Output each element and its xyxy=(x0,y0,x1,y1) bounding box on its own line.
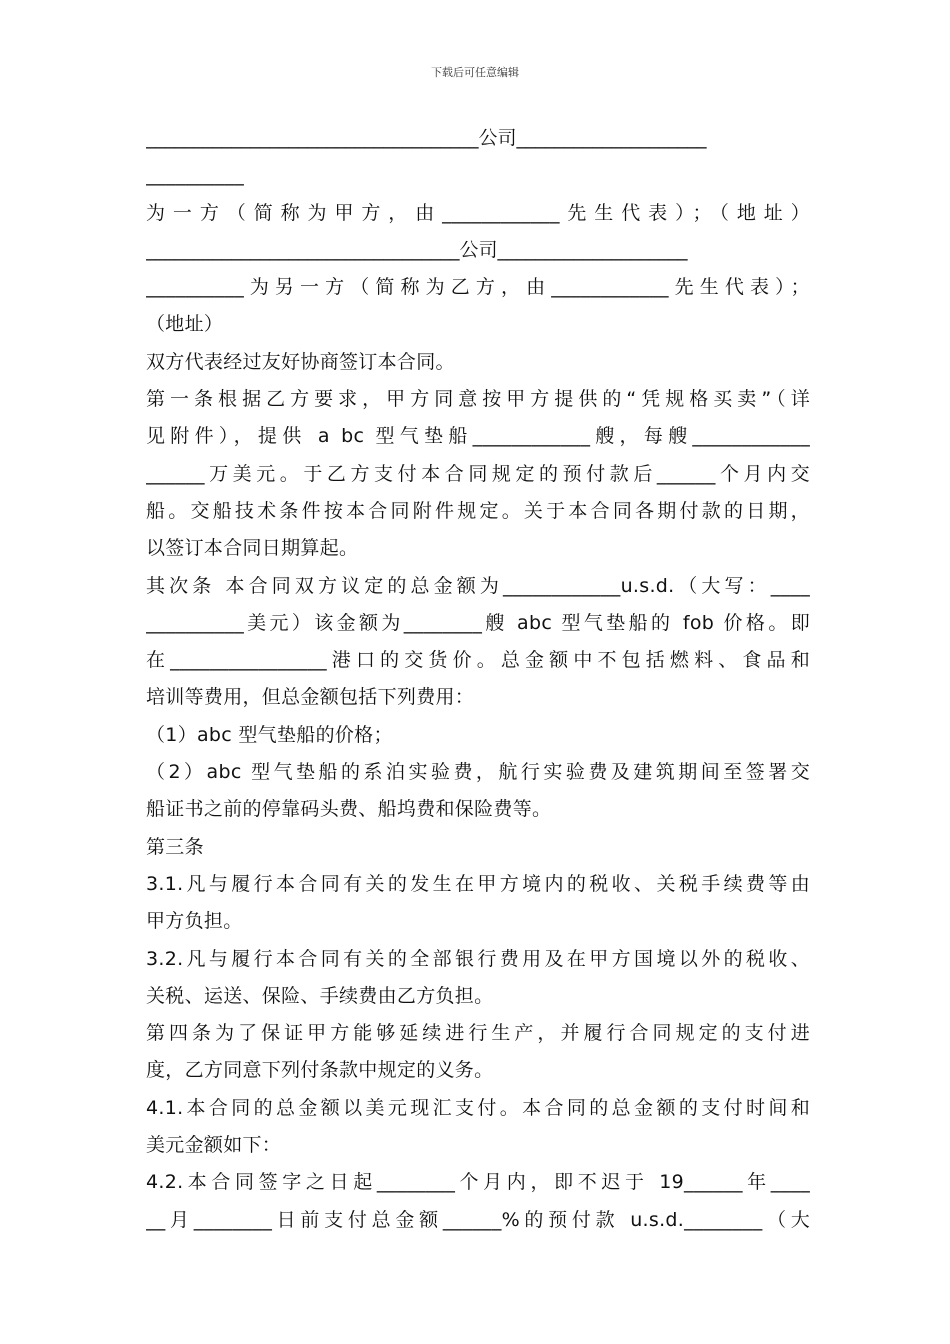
text-line: __月________日前支付总金额______%的预付款 u.s.d.________（大 xyxy=(146,1208,810,1231)
text-line: 见附件），提供 a bc 型气垫船____________艘，每艘____________ xyxy=(146,425,810,448)
text-line: 船证书之前的停靠码头费、船坞费和保险费等。 xyxy=(146,798,552,821)
text-line: （2）abc 型气垫船的系泊实验费，航行实验费及建筑期间至签署交 xyxy=(146,761,810,784)
text-line: 双方代表经过友好协商签订本合同。 xyxy=(146,350,455,373)
text-line: _________________________________公司____________________ xyxy=(146,238,688,261)
text-line: 在________________港口的交货价。总金额中不包括燃料、食品和 xyxy=(146,649,810,672)
page-header: 下载后可任意编辑 xyxy=(431,66,519,79)
text-line: 4.2.本合同签字之日起________个月内，即不迟于 19______年____ xyxy=(146,1171,810,1194)
text-line: 第四条为了保证甲方能够延续进行生产，并履行合同规定的支付进 xyxy=(146,1022,810,1045)
text-line: 关税、运送、保险、手续费由乙方负担。 xyxy=(146,984,494,1007)
text-line: ___________________________________公司____________________ xyxy=(146,127,707,149)
text-line: 3.2.凡与履行本合同有关的全部银行费用及在甲方国境以外的税收、 xyxy=(146,947,810,970)
text-line: 为一方（简称为甲方，由____________先生代表）；（地址） xyxy=(146,201,810,224)
text-line: 以签订本合同日期算起。 xyxy=(146,537,359,560)
text-line: 4.1.本合同的总金额以美元现汇支付。本合同的总金额的支付时间和 xyxy=(146,1096,810,1119)
text-line: __________ xyxy=(146,164,244,187)
text-line: 培训等费用，但总金额包括下列费用： xyxy=(146,686,475,709)
contract-body xyxy=(146,120,810,1239)
text-line: __________美元）该金额为________艘 abc 型气垫船的 fob 价格。即 xyxy=(146,611,810,634)
text-line: 甲方负担。 xyxy=(146,910,243,933)
text-line: ______万美元。于乙方支付本合同规定的预付款后______个月内交 xyxy=(146,462,810,485)
text-line: （地址） xyxy=(146,313,224,336)
text-line: 第三条 xyxy=(146,835,204,858)
text-line: __________为另一方（简称为乙方，由____________先生代表）； xyxy=(146,276,810,299)
text-line: 美元金额如下： xyxy=(146,1134,282,1157)
text-line: 度，乙方同意下列付条款中规定的义务。 xyxy=(146,1059,494,1082)
text-line: 第一条根据乙方要求，甲方同意按甲方提供的“凭规格买卖”（详 xyxy=(146,388,810,411)
text-line: （1）abc 型气垫船的价格； xyxy=(146,723,393,746)
text-line: 船。交船技术条件按本合同附件规定。关于本合同各期付款的日期， xyxy=(146,499,810,522)
text-line: 其次条 本合同双方议定的总金额为____________u.s.d.（大写：____ xyxy=(146,574,810,597)
text-line: 3.1.凡与履行本合同有关的发生在甲方境内的税收、关税手续费等由 xyxy=(146,872,810,895)
